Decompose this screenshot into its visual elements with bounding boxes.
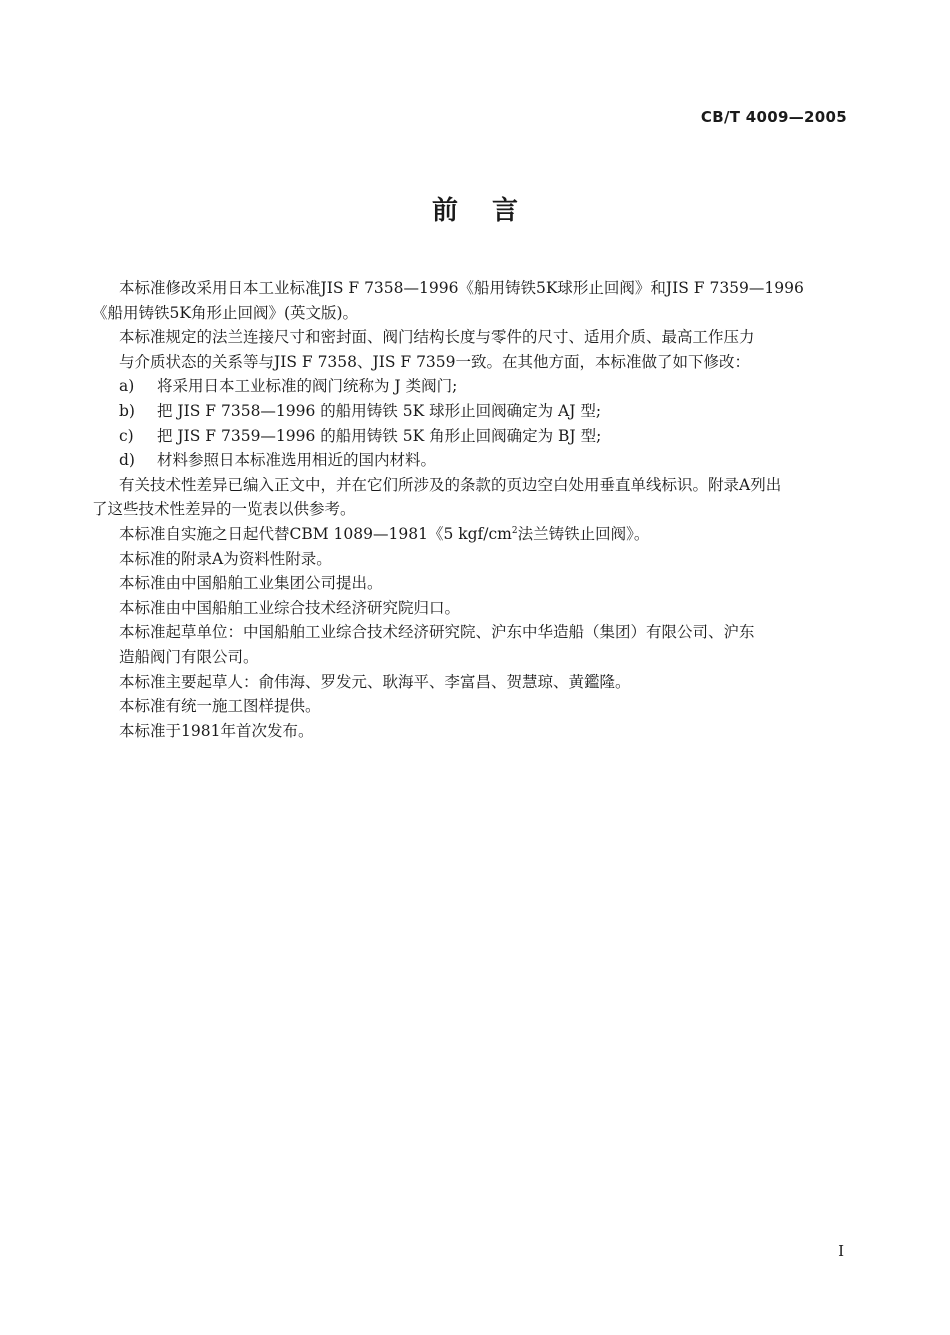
list-item-text: 把 JIS F 7359—1996 的船用铸铁 5K 角形止回阀确定为 BJ 型;	[157, 426, 602, 445]
list-item	[92, 424, 862, 449]
superscript-2: 2	[511, 525, 518, 536]
list-item-text: 将采用日本工业标准的阀门统称为 J 类阀门;	[157, 377, 458, 396]
paragraph-annex: 本标准的附录A为资料性附录。	[119, 549, 332, 568]
replaces-text-after: 法兰铸铁止回阀》。	[517, 524, 650, 543]
paragraph-drafting-units-cont: 造船阀门有限公司。	[119, 647, 259, 666]
paragraph-adoption: 本标准修改采用日本工业标准JIS F 7358—1996《船用铸铁5K球形止回阀》和JIS F 7359—1996	[119, 279, 804, 297]
paragraph-replaces	[92, 522, 862, 547]
list-item-text: 把 JIS F 7358—1996 的船用铸铁 5K 球形止回阀确定为 AJ 型;	[157, 401, 602, 420]
paragraph-drawings: 本标准有统一施工图样提供。	[119, 697, 321, 716]
list-item	[92, 399, 862, 424]
standard-number: CB/T 4009—2005	[700, 108, 847, 126]
paragraph-differences-cont: 了这些技术性差异的一览表以供参考。	[92, 500, 356, 519]
list-item-label: b)	[119, 401, 135, 420]
page-title: 前言	[431, 196, 552, 226]
replaces-text-before: 本标准自实施之日起代替CBM 1089—1981《5 kgf/cm	[119, 524, 512, 543]
paragraph-scope-cont: 与介质状态的关系等与JIS F 7358、JIS F 7359一致。在其他方面，本标准做了如下修改：	[119, 352, 751, 371]
paragraph-scope: 本标准规定的法兰连接尺寸和密封面、阀门结构长度与零件的尺寸、适用介质、最高工作压力	[119, 328, 755, 347]
page-number: I	[838, 1242, 844, 1260]
list-item	[92, 374, 862, 399]
paragraph-proposed-by: 本标准由中国船舶工业集团公司提出。	[119, 574, 383, 593]
paragraph-drafters: 本标准主要起草人：俞伟海、罗发元、耿海平、李富昌、贺慧琼、黄鑑隆。	[119, 672, 631, 691]
paragraph-drafting-units: 本标准起草单位：中国船舶工业综合技术经济研究院、沪东中华造船（集团）有限公司、沪东	[119, 623, 755, 642]
foreword-body	[92, 276, 862, 743]
paragraph-centralized-by: 本标准由中国船舶工业综合技术经济研究院归口。	[119, 598, 461, 617]
list-item-label: d)	[119, 451, 135, 470]
paragraph-first-issued: 本标准于1981年首次发布。	[119, 721, 314, 740]
list-item-text: 材料参照日本标准选用相近的国内材料。	[157, 451, 437, 470]
paragraph-adoption-cont: 《船用铸铁5K角形止回阀》(英文版)。	[92, 303, 359, 322]
list-item	[92, 448, 862, 473]
list-item-label: c)	[119, 426, 134, 445]
list-item-label: a)	[119, 377, 135, 396]
paragraph-differences: 有关技术性差异已编入正文中，并在它们所涉及的条款的页边空白处用垂直单线标识。附录A列出	[119, 475, 782, 494]
